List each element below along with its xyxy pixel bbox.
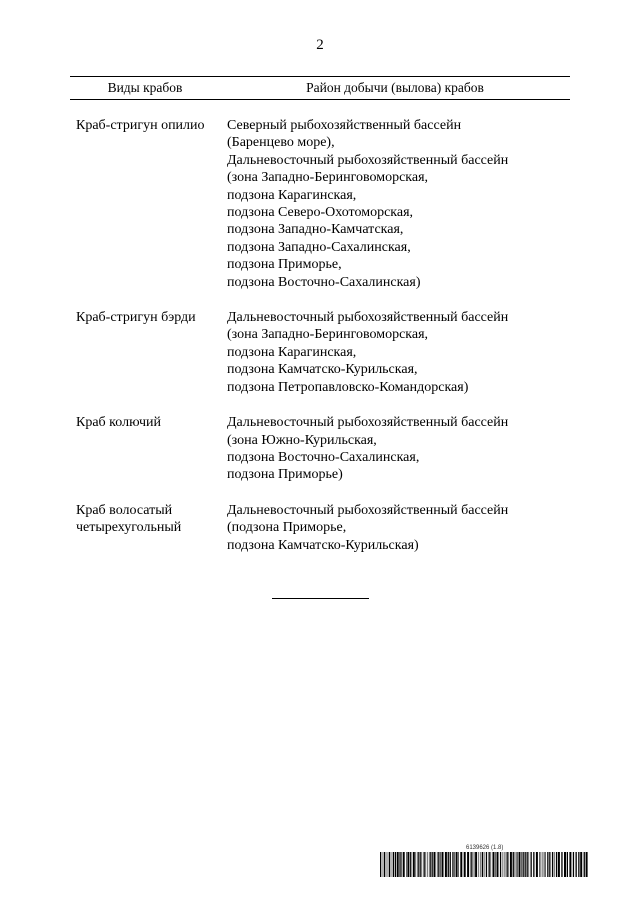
area-line: (зона Западно-Беринговоморская, — [227, 327, 429, 343]
table-row — [76, 309, 576, 396]
species-line: четырехугольный — [76, 520, 182, 536]
area-line: подзона Северо-Охотоморская, — [227, 205, 414, 221]
area-line: подзона Западно-Камчатская, — [227, 222, 404, 238]
species-name — [76, 117, 221, 134]
area-line: подзона Западно-Сахалинская, — [227, 239, 411, 255]
table-row — [76, 414, 576, 484]
area-line: (Баренцево море), — [227, 135, 335, 151]
table-body — [76, 117, 576, 572]
fishing-area — [227, 502, 576, 554]
area-line: подзона Камчатско-Курильская) — [227, 537, 419, 553]
area-line: подзона Приморье, — [227, 257, 342, 273]
area-line: (зона Западно-Беринговоморская, — [227, 170, 429, 186]
table-header — [70, 76, 570, 100]
species-name — [76, 309, 221, 326]
species-line: Краб-стригун опилио — [76, 118, 205, 133]
area-line: подзона Приморье) — [227, 467, 343, 483]
area-line: Дальневосточный рыбохозяйственный бассейн — [227, 502, 509, 518]
fishing-area — [227, 414, 576, 484]
header-area: Район добычи (вылова) крабов — [306, 80, 484, 95]
area-line: подзона Восточно-Сахалинская) — [227, 274, 421, 290]
header-species: Виды крабов — [107, 80, 183, 95]
species-name — [76, 502, 221, 537]
fishing-area — [227, 117, 576, 291]
species-name — [76, 414, 221, 431]
area-line: Дальневосточный рыбохозяйственный бассейн — [227, 152, 509, 168]
fishing-area — [227, 309, 576, 396]
species-line: Краб волосатый — [76, 502, 173, 518]
species-line: Краб колючий — [76, 415, 162, 431]
barcode — [380, 852, 590, 877]
area-line: подзона Петропавловско-Командорская) — [227, 379, 469, 395]
area-line: (зона Южно-Курильская, — [227, 432, 377, 448]
table-row — [76, 117, 576, 291]
table-row — [76, 502, 576, 554]
area-line: Северный рыбохозяйственный бассейн — [227, 118, 462, 133]
species-line: Краб-стригун бэрди — [76, 310, 196, 326]
page-number: 2 — [316, 37, 324, 53]
end-separator — [272, 598, 369, 599]
area-line: Дальневосточный рыбохозяйственный бассейн — [227, 415, 509, 431]
area-line: подзона Карагинская, — [227, 187, 357, 203]
document-code: 6139626 (1.8) — [466, 845, 504, 851]
area-line: подзона Карагинская, — [227, 344, 357, 360]
area-line: Дальневосточный рыбохозяйственный бассейн — [227, 310, 509, 326]
area-line: подзона Камчатско-Курильская, — [227, 362, 418, 378]
area-line: (подзона Приморье, — [227, 520, 347, 536]
area-line: подзона Восточно-Сахалинская, — [227, 449, 420, 465]
